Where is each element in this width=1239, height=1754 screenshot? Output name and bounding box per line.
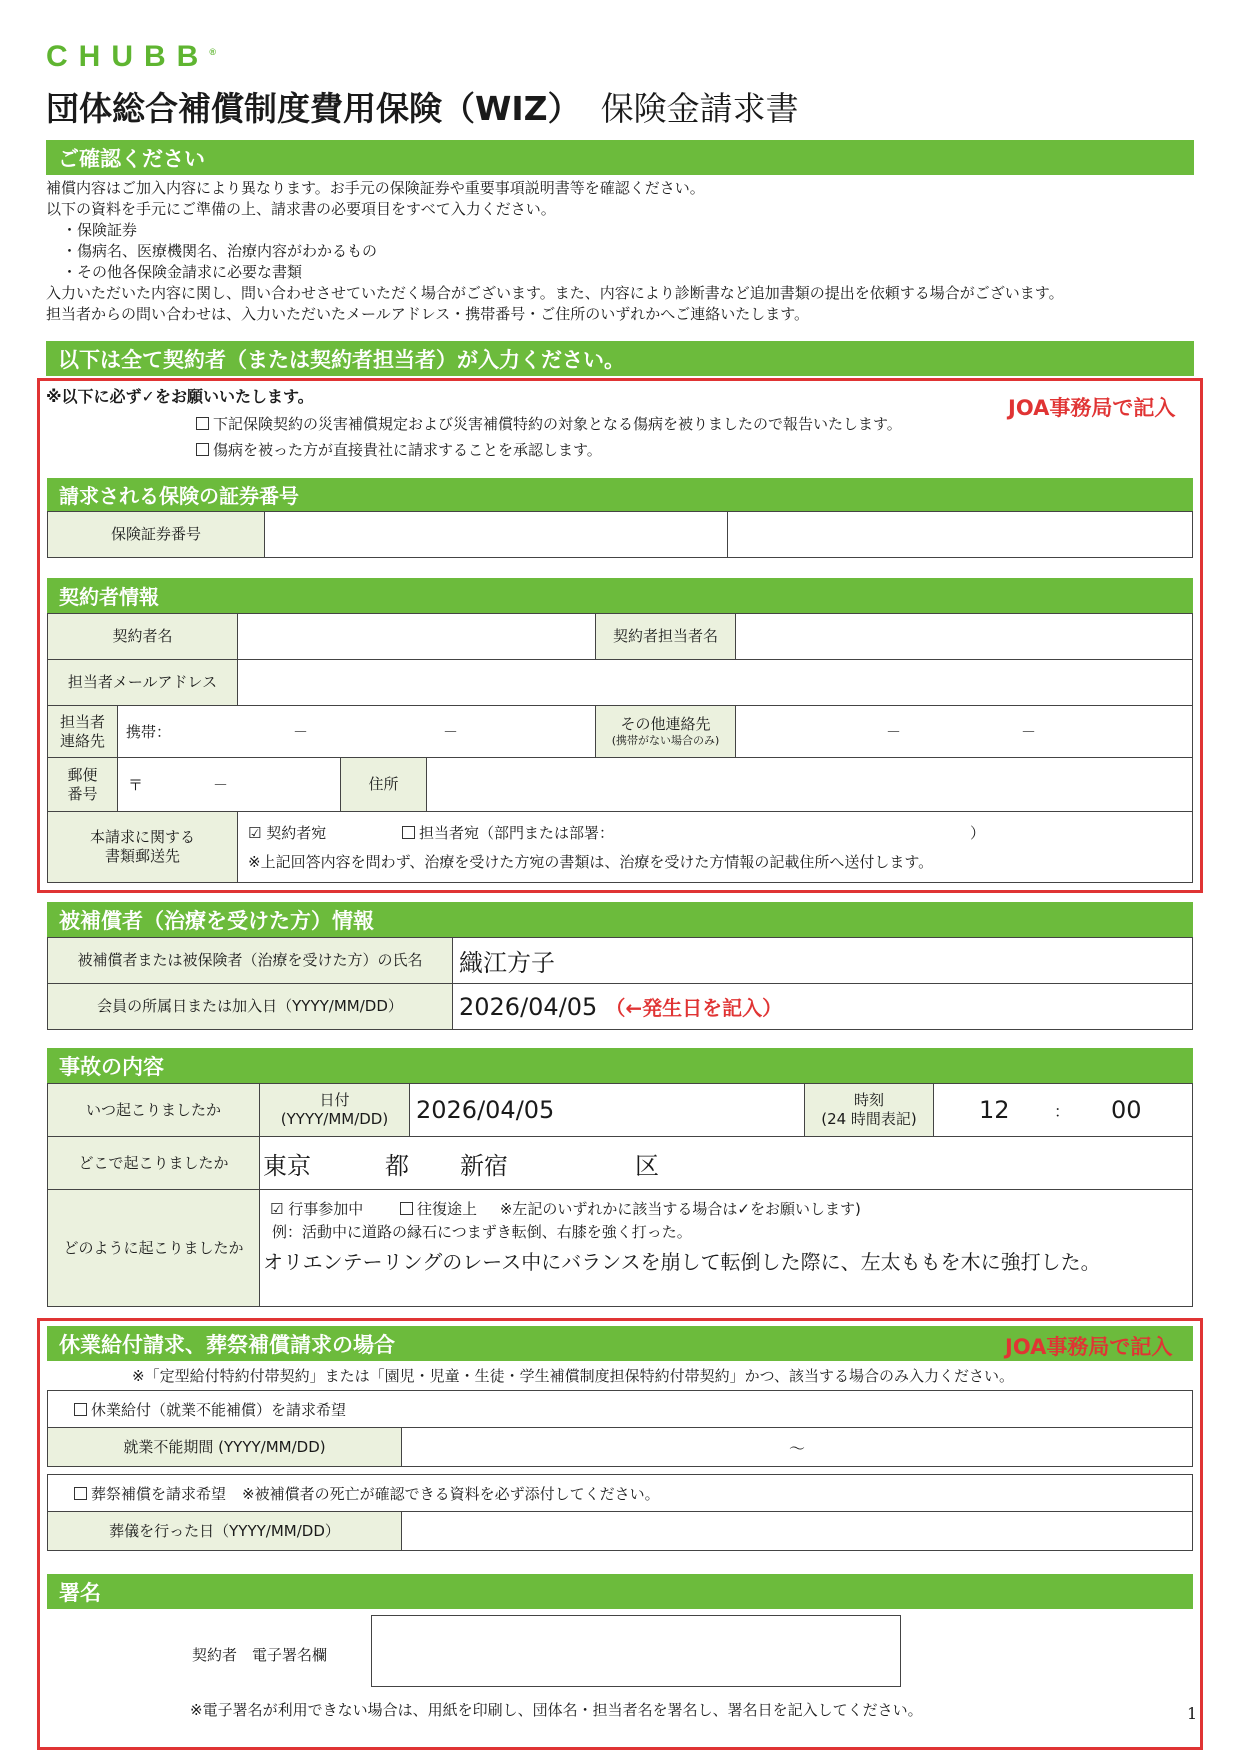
join-date-value: 2026/04/05	[459, 992, 598, 1021]
confirm-line-1: 補償内容はご加入内容により異なります。お手元の保険証券や重要事項説明書等を確認ください。	[46, 179, 705, 197]
how-label: どのように起こりましたか	[47, 1189, 260, 1307]
city: 新宿	[460, 1151, 508, 1180]
prefecture-unit: 都	[385, 1151, 409, 1180]
accident-time-field[interactable]	[933, 1083, 1193, 1137]
address-field[interactable]	[426, 757, 1193, 812]
policy-heading: 請求される保険の証券番号	[47, 478, 1193, 511]
report-checkbox[interactable]	[196, 417, 209, 430]
event-participation-check[interactable]: ☑	[270, 1200, 284, 1218]
address-label: 住所	[340, 757, 427, 812]
time-colon: ：	[1054, 1101, 1071, 1121]
accident-time-label: 時刻 (24 時間表記)	[804, 1083, 934, 1137]
confirm-line-3: ・保険証券	[62, 221, 138, 239]
policy-number-label: 保険証券番号	[47, 511, 265, 558]
contractor-name-field[interactable]	[237, 613, 596, 660]
send-to-contractor-check[interactable]: ☑	[248, 824, 262, 842]
send-to-person-checkbox[interactable]	[402, 826, 415, 839]
city-unit: 区	[635, 1151, 659, 1180]
prefecture: 東京	[263, 1151, 311, 1180]
signature-note: ※電子署名が利用できない場合は、用紙を印刷し、団体名・担当者名を署名し、署名日を記入してください。	[190, 1701, 923, 1719]
postal-field[interactable]	[117, 757, 341, 812]
accident-minute: 00	[1111, 1096, 1142, 1124]
commute-checkbox[interactable]	[400, 1202, 413, 1215]
contractor-person-field[interactable]	[735, 613, 1193, 660]
other-contact-label: その他連絡先 (携帯がない場合のみ)	[595, 705, 736, 758]
leave-benefit-checkbox-row[interactable]: 休業給付（就業不能補償）を請求希望	[47, 1390, 1193, 1428]
mobile-label: 携帯：	[126, 723, 172, 741]
send-note: ※上記回答内容を問わず、治療を受けた方宛の書類は、治療を受けた方情報の記載住所へ送付します。	[248, 853, 934, 871]
policy-number-field-2[interactable]	[727, 511, 1193, 558]
confirm-line-7: 担当者からの問い合わせは、入力いただいたメールアドレス・携帯番号・ご住所のいずれかへご連絡いたします。	[46, 305, 810, 323]
email-field[interactable]	[237, 659, 1193, 706]
email-label: 担当者メールアドレス	[47, 659, 238, 706]
signature-heading: 署名	[47, 1574, 1193, 1609]
accident-hour: 12	[979, 1096, 1010, 1124]
approve-checkbox[interactable]	[196, 443, 209, 456]
confirm-line-6: 入力いただいた内容に関し、問い合わせさせていただく場合がございます。また、内容により診断書など追加書類の提出を依頼する場合がございます。	[46, 284, 1064, 302]
signature-label: 契約者 電子署名欄	[192, 1646, 328, 1664]
accident-description: オリエンテーリングのレース中にバランスを崩して転倒した際に、左太ももを木に強打した。	[263, 1250, 1101, 1274]
postal-label: 郵便 番号	[47, 757, 118, 812]
insured-name-label: 被補償者または被保険者（治療を受けた方）の氏名	[47, 937, 453, 984]
funeral-date-field[interactable]	[401, 1511, 1193, 1551]
other-dash-1: －	[886, 723, 902, 741]
insured-name-field[interactable]: 織江方子	[452, 937, 1193, 984]
report-checkbox-row[interactable]: 下記保険契約の災害補償規定および災害補償特約の対象となる傷病を被りましたので報告いたします。	[196, 414, 902, 435]
check-instruction: ※以下に必ず✓をお願いいたします。	[46, 387, 314, 406]
funeral-date-label: 葬儀を行った日（YYYY/MM/DD）	[47, 1511, 402, 1551]
when-label: いつ起こりましたか	[47, 1083, 260, 1137]
postal-dash: －	[213, 776, 229, 794]
accident-heading: 事故の内容	[47, 1048, 1193, 1083]
accident-date-field[interactable]: 2026/04/05	[409, 1083, 805, 1137]
join-date-note: （←発生日を記入）	[605, 996, 783, 1020]
send-to-person-close: ）	[970, 824, 986, 842]
send-to-person-option[interactable]: 担当者宛（部門または部署：	[402, 823, 614, 844]
approve-checkbox-row[interactable]: 傷病を被った方が直接貴社に請求することを承認します。	[196, 440, 602, 461]
contractor-info-heading: 契約者情報	[47, 578, 1193, 613]
send-to-contractor-option[interactable]: ☑ 契約者宛	[248, 824, 327, 842]
benefit-note: ※「定型給付特約付帯契約」または「園児・児童・生徒・学生補償制度担保特約付帯契約」かつ、該当する場合のみ入力ください。	[132, 1367, 1014, 1385]
work-incapacity-period-label: 就業不能期間 (YYYY/MM/DD)	[47, 1427, 402, 1467]
confirm-line-4: ・傷病名、医療機関名、治療内容がわかるもの	[62, 242, 378, 260]
join-date-field[interactable]	[452, 983, 1193, 1030]
chubb-logo: CHUBB®	[46, 40, 216, 73]
mobile-field[interactable]	[117, 705, 596, 758]
leave-benefit-checkbox[interactable]	[74, 1403, 87, 1416]
joa-note-top: JOA事務局で記入	[1008, 396, 1176, 420]
other-contact-field[interactable]	[735, 705, 1193, 758]
benefit-heading: 休業給付請求、葬祭補償請求の場合	[47, 1326, 1193, 1361]
join-date-label: 会員の所属日または加入日（YYYY/MM/DD）	[47, 983, 453, 1030]
page-number: 1	[1187, 1704, 1198, 1723]
mail-destination-label: 本請求に関する 書類郵送先	[47, 811, 238, 883]
contractor-person-label: 契約者担当者名	[595, 613, 736, 660]
signature-box[interactable]	[371, 1615, 901, 1687]
mobile-dash-1: －	[293, 723, 309, 741]
work-incapacity-period-field[interactable]: ～	[401, 1427, 1193, 1467]
mobile-dash-2: －	[443, 723, 459, 741]
accident-date-label: 日付 (YYYY/MM/DD)	[259, 1083, 410, 1137]
where-field[interactable]	[259, 1136, 1193, 1190]
funeral-checkbox[interactable]	[74, 1487, 87, 1500]
confirm-heading: ご確認ください	[46, 140, 1194, 175]
funeral-checkbox-row[interactable]: 葬祭補償を請求希望 ※被補償者の死亡が確認できる資料を必ず添付してください。	[47, 1474, 1193, 1512]
confirm-line-2: 以下の資料を手元にご準備の上、請求書の必要項目をすべて入力ください。	[46, 200, 556, 218]
contractor-name-label: 契約者名	[47, 613, 238, 660]
contractor-heading: 以下は全て契約者（または契約者担当者）が入力ください。	[46, 341, 1194, 376]
contact-label: 担当者 連絡先	[47, 705, 118, 758]
postal-mark: 〒	[128, 776, 144, 794]
policy-number-field-1[interactable]	[264, 511, 728, 558]
insured-heading: 被補償者（治療を受けた方）情報	[47, 902, 1193, 937]
form-title: 団体総合補償制度費用保険（WIZ） 保険金請求書	[46, 89, 799, 128]
where-label: どこで起こりましたか	[47, 1136, 260, 1190]
other-dash-2: －	[1021, 723, 1037, 741]
joa-note-bottom: JOA事務局で記入	[1005, 1335, 1173, 1359]
confirm-line-5: ・その他各保険金請求に必要な書類	[62, 263, 303, 281]
example-text: 例：活動中に道路の縁石につまずき転倒、右膝を強く打った。	[272, 1223, 692, 1241]
event-option-row: ☑ 行事参加中 往復途上 ※左記のいずれかに該当する場合は✓をお願いします)	[270, 1200, 861, 1218]
